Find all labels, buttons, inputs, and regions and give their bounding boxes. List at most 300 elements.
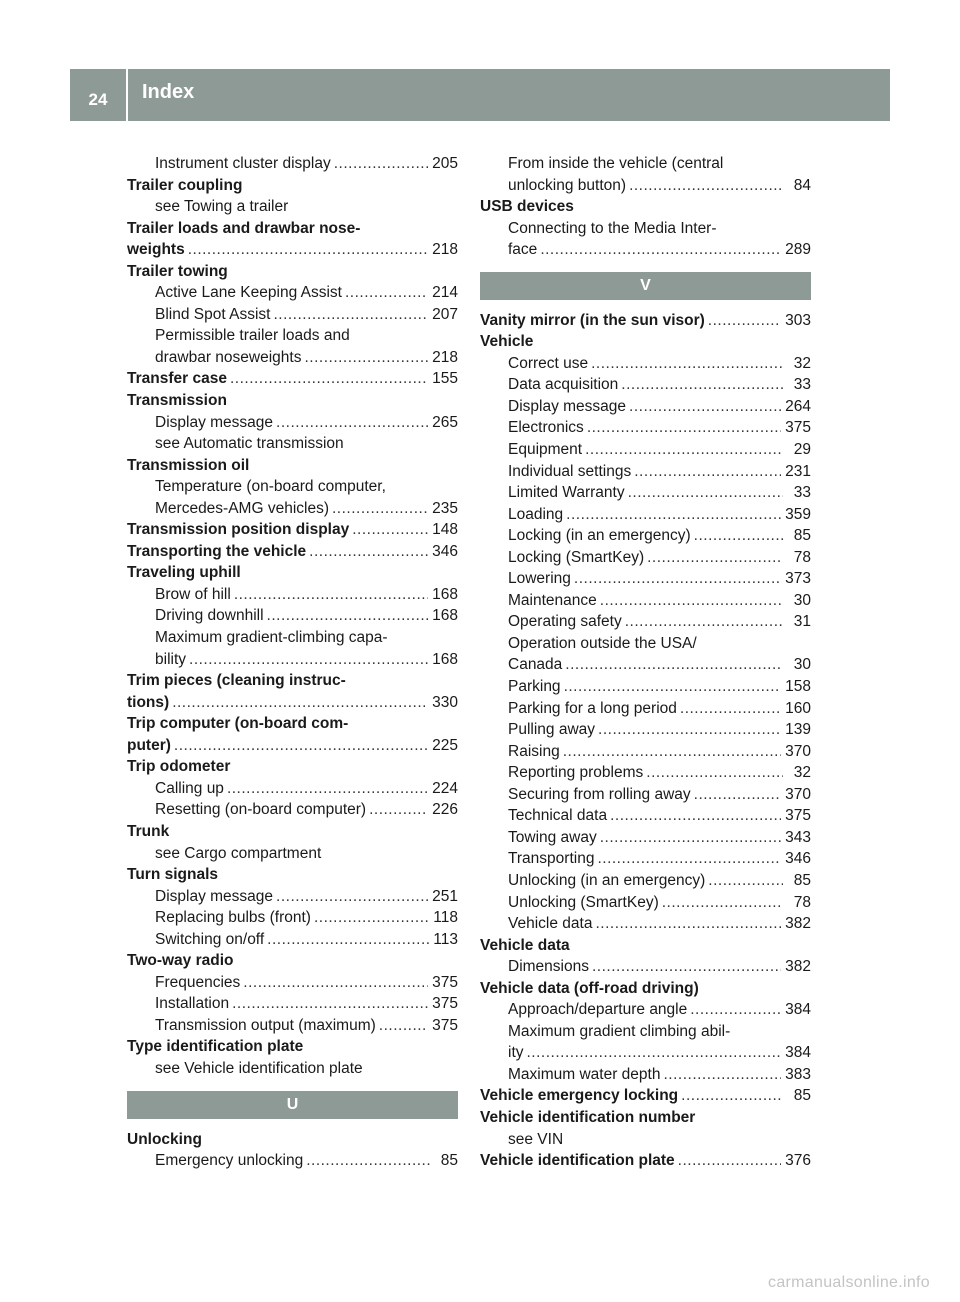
- entry-text: Transmission position display: [127, 521, 350, 539]
- entry-text: Unlocking (in an emergency): [508, 871, 706, 889]
- entry-text: Trip computer (on-board com-: [127, 715, 349, 733]
- watermark-text: carmanualsonline.info: [768, 1274, 930, 1291]
- index-sub-entry: [480, 461, 811, 483]
- page-reference: 376: [785, 1152, 811, 1170]
- page-reference: 384: [785, 1001, 811, 1019]
- index-sub-entry: [480, 1129, 811, 1151]
- leader-dots: [565, 654, 783, 676]
- page-reference: 30: [793, 591, 811, 609]
- index-heading-entry: [127, 821, 458, 843]
- entry-text: Lowering: [508, 570, 571, 588]
- entry-text: Frequencies: [155, 973, 241, 991]
- index-sub-entry: [480, 913, 811, 935]
- leader-dots: [345, 282, 428, 304]
- entry-text: Trunk: [127, 822, 170, 840]
- entry-text: Trailer towing: [127, 262, 228, 280]
- entry-text: Locking (in an emergency): [508, 527, 691, 545]
- entry-text: Transmission oil: [127, 456, 250, 474]
- leader-dots: [174, 735, 428, 757]
- leader-dots: [273, 304, 428, 326]
- entry-text: Installation: [155, 995, 230, 1013]
- entry-text: Instrument cluster display: [155, 155, 331, 172]
- index-heading-entry: [127, 519, 458, 541]
- index-column-right: [480, 153, 811, 1172]
- index-sub-entry: [480, 719, 811, 741]
- entry-text: Transporting: [508, 850, 595, 868]
- index-sub-entry: [480, 504, 811, 526]
- leader-dots: [172, 692, 428, 714]
- leader-dots: [527, 1042, 782, 1064]
- entry-text: Trim pieces (cleaning instruc-: [127, 672, 346, 690]
- leader-dots: [634, 461, 781, 483]
- index-heading-entry: [127, 455, 458, 477]
- page-reference: 85: [793, 527, 811, 545]
- index-sub-entry: [127, 649, 458, 671]
- entry-text: Parking for a long period: [508, 699, 677, 717]
- index-sub-entry: [127, 433, 458, 455]
- page-reference: 155: [432, 370, 458, 388]
- page-reference: 231: [785, 462, 811, 480]
- page-reference: 85: [440, 1152, 458, 1170]
- leader-dots: [564, 676, 782, 698]
- entry-text: puter): [127, 736, 171, 754]
- index-sub-entry: [127, 972, 458, 994]
- page-reference: 375: [432, 1016, 458, 1034]
- leader-dots: [610, 805, 781, 827]
- entry-text: Technical data: [508, 807, 608, 825]
- index-sub-entry: [127, 584, 458, 606]
- index-sub-entry: [480, 1042, 811, 1064]
- index-sub-entry: [127, 325, 458, 347]
- index-heading-entry: [127, 239, 458, 261]
- entry-text: Vehicle data: [480, 936, 570, 954]
- page-reference: 33: [793, 484, 811, 502]
- entry-text: Trailer loads and drawbar nose-: [127, 219, 361, 237]
- leader-dots: [304, 347, 428, 369]
- index-sub-entry: [480, 676, 811, 698]
- right-top-entries: [480, 153, 811, 261]
- entry-text: Display message: [508, 397, 627, 415]
- entry-text: Switching on/off: [155, 930, 265, 948]
- entry-text: Raising: [508, 742, 560, 760]
- page-reference: 118: [433, 909, 458, 927]
- page-reference: 113: [433, 930, 458, 948]
- entry-text: unlocking button): [508, 176, 627, 194]
- leader-dots: [227, 778, 428, 800]
- index-heading-entry: [127, 713, 458, 735]
- page-reference: 218: [432, 348, 458, 366]
- leader-dots: [574, 568, 781, 590]
- entry-text: Vanity mirror (in the sun visor): [480, 311, 705, 329]
- index-sub-entry: [480, 892, 811, 914]
- index-sub-entry: [480, 590, 811, 612]
- leader-dots: [591, 353, 783, 375]
- leader-dots: [276, 886, 428, 908]
- page-header-bar: [70, 69, 890, 121]
- entry-text: Trip odometer: [127, 758, 231, 776]
- index-heading-entry: [127, 175, 458, 197]
- leader-dots: [267, 605, 429, 627]
- index-sub-entry: [480, 482, 811, 504]
- entry-text: Maximum water depth: [508, 1065, 661, 1083]
- entry-text: Approach/departure angle: [508, 1001, 688, 1019]
- index-sub-entry: [480, 153, 811, 175]
- entry-text: Vehicle identification plate: [480, 1152, 675, 1170]
- leader-dots: [234, 584, 428, 606]
- index-heading-entry: [480, 331, 811, 353]
- leader-dots: [678, 1150, 781, 1172]
- entry-text: ity: [508, 1044, 524, 1062]
- index-sub-entry: [127, 605, 458, 627]
- page-reference: 375: [785, 419, 811, 437]
- index-heading-entry: [127, 218, 458, 240]
- entry-text: Connecting to the Media Inter-: [508, 219, 717, 237]
- index-sub-entry: [480, 999, 811, 1021]
- index-sub-entry: [127, 196, 458, 218]
- page-reference: 375: [432, 995, 458, 1013]
- leader-dots: [600, 590, 783, 612]
- entry-text: Vehicle data (off-road driving): [480, 979, 699, 997]
- index-heading-entry: [127, 756, 458, 778]
- leader-dots: [306, 1150, 430, 1172]
- index-sub-entry: [480, 439, 811, 461]
- index-sub-entry: [127, 993, 458, 1015]
- index-sub-entry: [480, 633, 811, 655]
- section-title: Index: [142, 80, 195, 103]
- entry-text: Towing away: [508, 828, 597, 846]
- entry-text: Resetting (on-board computer): [155, 801, 367, 819]
- leader-dots: [267, 929, 429, 951]
- entry-text: Emergency unlocking: [155, 1152, 304, 1170]
- page-reference: 289: [785, 241, 811, 259]
- leader-dots: [379, 1015, 428, 1037]
- index-sub-entry: [127, 498, 458, 520]
- index-sub-entry: [480, 525, 811, 547]
- entry-text: Mercedes-AMG vehicles): [155, 499, 329, 517]
- leader-dots: [369, 799, 428, 821]
- entry-text: Operation outside the USA/: [508, 634, 697, 652]
- page-reference: 78: [793, 548, 811, 566]
- index-heading-entry: [480, 1085, 811, 1107]
- leader-dots: [566, 504, 781, 526]
- index-sub-entry: [480, 741, 811, 763]
- entry-text: Vehicle emergency locking: [480, 1087, 679, 1105]
- leader-dots: [681, 1085, 783, 1107]
- leader-dots: [585, 439, 783, 461]
- leader-dots: [563, 741, 781, 763]
- page-reference: 370: [785, 742, 811, 760]
- entry-text: Replacing bulbs (front): [155, 909, 311, 927]
- index-heading-entry: [480, 1150, 811, 1172]
- entry-text: Operating safety: [508, 613, 622, 631]
- leader-dots: [189, 649, 428, 671]
- page-reference: 224: [432, 779, 458, 797]
- entry-text: see Cargo compartment: [155, 844, 322, 862]
- leader-dots: [352, 519, 428, 541]
- page-reference: 375: [785, 807, 811, 825]
- leader-dots: [646, 762, 783, 784]
- leader-dots: [230, 368, 428, 390]
- leader-dots: [314, 907, 429, 929]
- leader-dots: [243, 972, 428, 994]
- entry-text: Active Lane Keeping Assist: [155, 284, 342, 302]
- leader-dots: [595, 913, 781, 935]
- entry-text: Securing from rolling away: [508, 785, 691, 803]
- page-reference: 373: [785, 570, 811, 588]
- index-sub-entry: [127, 304, 458, 326]
- entry-text: weights: [127, 241, 185, 259]
- index-sub-entry: [480, 827, 811, 849]
- entry-text: Limited Warranty: [508, 484, 625, 502]
- entry-text: Vehicle identification number: [480, 1108, 696, 1126]
- index-sub-entry: [127, 412, 458, 434]
- page-reference: 370: [785, 785, 811, 803]
- entry-text: see Towing a trailer: [155, 198, 289, 216]
- entry-text: Transmission output (maximum): [155, 1016, 376, 1034]
- entry-text: Transporting the vehicle: [127, 542, 307, 560]
- letter-heading-u: U: [127, 1091, 458, 1119]
- page-reference: 382: [785, 915, 811, 933]
- index-sub-entry: [480, 547, 811, 569]
- entry-text: Traveling uphill: [127, 564, 241, 582]
- entry-text: Canada: [508, 656, 563, 674]
- index-sub-entry: [480, 848, 811, 870]
- index-sub-entry: [480, 870, 811, 892]
- entry-text: Permissible trailer loads and: [155, 327, 350, 345]
- page-reference: 160: [785, 699, 811, 717]
- page-reference: 382: [785, 958, 811, 976]
- leader-dots: [625, 611, 783, 633]
- leader-dots: [597, 848, 781, 870]
- index-sub-entry: [127, 1015, 458, 1037]
- entry-text: USB devices: [480, 198, 574, 216]
- index-sub-entry: [480, 784, 811, 806]
- leader-dots: [708, 310, 781, 332]
- index-sub-entry: [480, 218, 811, 240]
- index-heading-entry: [127, 1036, 458, 1058]
- leader-dots: [629, 175, 783, 197]
- entry-text: Pulling away: [508, 721, 596, 739]
- leader-dots: [680, 698, 781, 720]
- index-sub-entry: [127, 282, 458, 304]
- page-reference: 84: [793, 176, 811, 194]
- index-sub-entry: [127, 799, 458, 821]
- entry-text: face: [508, 241, 538, 259]
- page-reference: 303: [785, 311, 811, 329]
- page-reference: 139: [785, 721, 811, 739]
- index-sub-entry: [480, 654, 811, 676]
- index-heading-entry: [480, 1107, 811, 1129]
- page-reference: 31: [793, 613, 811, 631]
- page-reference: 346: [432, 542, 458, 560]
- entry-text: Type identification plate: [127, 1038, 304, 1056]
- page-reference: 32: [793, 354, 811, 372]
- entry-text: Maximum gradient-climbing capa-: [155, 629, 388, 647]
- index-heading-entry: [127, 390, 458, 412]
- entry-text: bility: [155, 650, 187, 668]
- index-heading-entry: [480, 978, 811, 1000]
- index-heading-entry: [127, 692, 458, 714]
- page-reference: 383: [785, 1065, 811, 1083]
- header-divider: [126, 69, 128, 121]
- index-sub-entry: [480, 175, 811, 197]
- leader-dots: [628, 482, 783, 504]
- page-reference: 330: [432, 693, 458, 711]
- index-heading-entry: [480, 935, 811, 957]
- index-sub-entry: [480, 805, 811, 827]
- index-sub-entry: [127, 907, 458, 929]
- page-number: 24: [88, 90, 108, 109]
- index-sub-entry: [480, 396, 811, 418]
- index-sub-entry: [480, 1021, 811, 1043]
- entry-text: Individual settings: [508, 462, 632, 480]
- leader-dots: [600, 827, 781, 849]
- leader-dots: [276, 412, 428, 434]
- index-heading-entry: [480, 196, 811, 218]
- index-heading-entry: [127, 735, 458, 757]
- entry-text: Data acquisition: [508, 376, 619, 394]
- page-reference: 158: [785, 678, 811, 696]
- index-sub-entry: [480, 417, 811, 439]
- index-sub-entry: [127, 1150, 458, 1172]
- entry-text: see Automatic transmission: [155, 435, 344, 453]
- page-reference: 343: [785, 828, 811, 846]
- entry-text: Locking (SmartKey): [508, 548, 645, 566]
- page-reference: 85: [793, 1087, 811, 1105]
- entry-text: see Vehicle identification plate: [155, 1059, 363, 1077]
- leader-dots: [621, 374, 783, 396]
- entry-text: Correct use: [508, 354, 589, 372]
- index-heading-entry: [127, 541, 458, 563]
- leader-dots: [332, 498, 428, 520]
- index-sub-entry: [127, 347, 458, 369]
- index-sub-entry: [127, 627, 458, 649]
- leader-dots: [708, 870, 783, 892]
- leader-dots: [232, 993, 428, 1015]
- page-reference: 251: [432, 887, 458, 905]
- index-sub-entry: [480, 698, 811, 720]
- leader-dots: [663, 1064, 781, 1086]
- page-reference: 235: [432, 499, 458, 517]
- entry-text: Equipment: [508, 441, 583, 459]
- page-reference: 207: [432, 305, 458, 323]
- entry-text: Calling up: [155, 779, 224, 797]
- entry-text: Blind Spot Assist: [155, 305, 271, 323]
- entry-text: Dimensions: [508, 958, 589, 976]
- leader-dots: [188, 239, 428, 261]
- entry-text: Parking: [508, 678, 561, 696]
- index-sub-entry: [480, 1064, 811, 1086]
- leader-dots: [592, 956, 781, 978]
- page-reference: 218: [432, 241, 458, 259]
- leader-dots: [629, 396, 781, 418]
- index-heading-entry: [480, 310, 811, 332]
- page-reference: 78: [793, 893, 811, 911]
- index-sub-entry: [127, 1058, 458, 1080]
- index-sub-entry: [480, 568, 811, 590]
- entry-text: Display message: [155, 413, 274, 431]
- index-sub-entry: [480, 956, 811, 978]
- index-sub-entry: [127, 778, 458, 800]
- entry-text: Unlocking (SmartKey): [508, 893, 659, 911]
- entry-text: Brow of hill: [155, 585, 231, 603]
- entry-text: Turn signals: [127, 866, 219, 884]
- index-sub-entry: [127, 886, 458, 908]
- page-reference: 205: [432, 155, 458, 172]
- page-reference: 33: [793, 376, 811, 394]
- leader-dots: [309, 541, 428, 563]
- index-sub-entry: [127, 929, 458, 951]
- leader-dots: [662, 892, 783, 914]
- letter-heading-v: V: [480, 272, 811, 300]
- leader-dots: [587, 417, 781, 439]
- page-reference: 359: [785, 505, 811, 523]
- entry-text: Temperature (on-board computer,: [155, 478, 386, 496]
- page-reference: 226: [432, 801, 458, 819]
- index-heading-entry: [127, 670, 458, 692]
- page-reference: 375: [432, 973, 458, 991]
- leader-dots: [647, 547, 783, 569]
- entry-text: Reporting problems: [508, 764, 644, 782]
- entry-text: From inside the vehicle (central: [508, 155, 724, 172]
- entry-text: Loading: [508, 505, 564, 523]
- page-reference: 225: [432, 736, 458, 754]
- entry-text: Vehicle: [480, 333, 534, 351]
- index-sub-entry: [127, 843, 458, 865]
- page-reference: 264: [785, 397, 811, 415]
- page-reference: 346: [785, 850, 811, 868]
- entry-text: Electronics: [508, 419, 584, 437]
- u-entries: [127, 1129, 458, 1172]
- entry-text: tions): [127, 693, 170, 711]
- index-heading-entry: [127, 368, 458, 390]
- entry-text: Transmission: [127, 392, 227, 410]
- page-reference: 85: [793, 871, 811, 889]
- index-sub-entry: [127, 153, 458, 175]
- leader-dots: [694, 525, 783, 547]
- index-sub-entry: [480, 762, 811, 784]
- page-reference: 168: [432, 607, 458, 625]
- entry-text: Transfer case: [127, 370, 227, 388]
- index-heading-entry: [127, 950, 458, 972]
- index-sub-entry: [480, 353, 811, 375]
- entry-text: Trailer coupling: [127, 176, 243, 194]
- page-reference: 148: [432, 521, 458, 539]
- index-sub-entry: [480, 239, 811, 261]
- index-sub-entry: [127, 476, 458, 498]
- page-reference: 384: [785, 1044, 811, 1062]
- index-heading-entry: [127, 261, 458, 283]
- leader-dots: [540, 239, 781, 261]
- entry-text: Unlocking: [127, 1130, 202, 1148]
- entry-text: Vehicle data: [508, 915, 593, 933]
- leader-dots: [694, 784, 781, 806]
- page-reference: 30: [793, 656, 811, 674]
- v-entries: [480, 310, 811, 1172]
- page-reference: 168: [432, 650, 458, 668]
- entry-text: Two-way radio: [127, 952, 234, 970]
- index-column-left: [127, 153, 458, 1172]
- index-sub-entry: [480, 611, 811, 633]
- entry-text: Maximum gradient climbing abil-: [508, 1022, 731, 1040]
- index-heading-entry: [127, 1129, 458, 1151]
- leader-dots: [690, 999, 781, 1021]
- entry-text: Display message: [155, 887, 274, 905]
- page-reference: 265: [432, 413, 458, 431]
- page-reference: 168: [432, 585, 458, 603]
- leader-dots: [334, 153, 428, 175]
- page-reference: 29: [793, 441, 811, 459]
